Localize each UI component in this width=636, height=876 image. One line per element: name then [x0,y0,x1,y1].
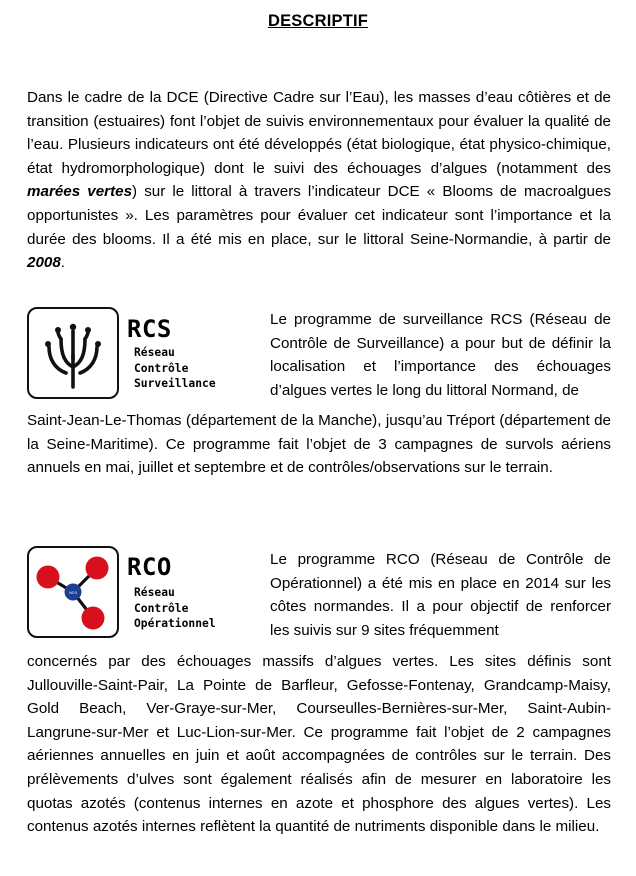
rcs-logo-line-3: Surveillance [134,377,216,390]
molecule-label: NO3 [69,591,77,595]
intro-emphasis-marees: marées vertes [27,183,133,201]
algae-icon [29,309,117,397]
rcs-logo-subtitle [134,345,216,392]
rcs-logo-line-2: Contrôle [134,361,189,375]
intro-text-3: . [60,254,66,272]
rco-text-full: concernés par des échouages massifs d’algues vertes. Les sites définis sont Jullouville-Saint-Pair, La Pointe de Barfleur, Gefosse-Fontenay, Grandcamp-Maisy, Gold Beach, Ver-Graye-sur-Mer, Courseulles-Bernières-sur-Mer, Saint-Aubin-Langrune-sur-Mer et Luc-Lion-sur-Mer. Ce programme fait l’objet de 2 campagnes aériennes annuelles en juin et août accompagnées de contrôles sur le terrain. Des prélèvements d’ulves sont également réalisés afin de mesurer en laboratoire les quotas azotés (contenus internes en azote et phosphore des algues vertes). Les contenus azotés internes reflètent la quantité de nutriments disponible dans le milieu. [27,653,611,836]
rcs-logo-frame [27,307,119,399]
rco-logo-line-3: Opérationnel [134,617,216,630]
oxygen-atom-bottom [82,607,105,630]
rco-logo-frame [27,546,119,638]
rcs-text-side: Le programme de surveillance RCS (Réseau de Contrôle de Surveillance) a pour but de définir la localisation et l’importance des échouages d’algues vertes le long du littoral Normand, de [270,311,611,399]
rco-logo-subtitle [134,585,216,632]
rcs-text-full: Saint-Jean-Le-Thomas (département de la Manche), jusqu’au Tréport (département de la Seine-Maritime). Ce programme fait l’objet de 3 campagnes de survols aériens annuels en mai, juillet et septembre et de contrôles/observations sur le terrain. [27,412,611,477]
rco-logo-line-1: Réseau [134,586,175,599]
intro-emphasis-year: 2008 [27,254,61,272]
rcs-logo-line-1: Réseau [134,346,175,359]
intro-text-1: Dans le cadre de la DCE (Directive Cadre sur l’Eau), les masses d’eau côtières et de transition (estuaires) font l’objet de suivis environnementaux pour évaluer la qualité de l’eau. Plusieurs indicateurs ont été développés (état biologique, état physico-chimique, état hydromorphologique) dont le suivi des échouages d’algues (notamment des [27,89,611,177]
oxygen-atom-top [86,557,109,580]
molecule-icon [29,548,117,636]
rcs-logo-code: RCS [127,315,172,343]
rco-text-side: Le programme RCO (Réseau de Contrôle de Opérationnel) a été mis en place en 2014 sur les côtes normandes. Il a pour objectif de renforcer les suivis sur 9 sites fréquemment [270,551,611,639]
page-title: DESCRIPTIF [267,12,369,30]
intro-text-2: ) sur le littoral à travers l’indicateur DCE « Blooms de macroalgues opportunistes ». Les paramètres pour évaluer cet indicateur sont l’importance et la durée des blooms. Il a été mis en place, sur le littoral Seine-Normandie, à partir de [27,183,611,248]
intro-paragraph [27,86,611,275]
rco-logo-line-2: Contrôle [134,601,189,615]
oxygen-atom-left [37,566,60,589]
rco-logo-code: RCO [127,553,172,581]
